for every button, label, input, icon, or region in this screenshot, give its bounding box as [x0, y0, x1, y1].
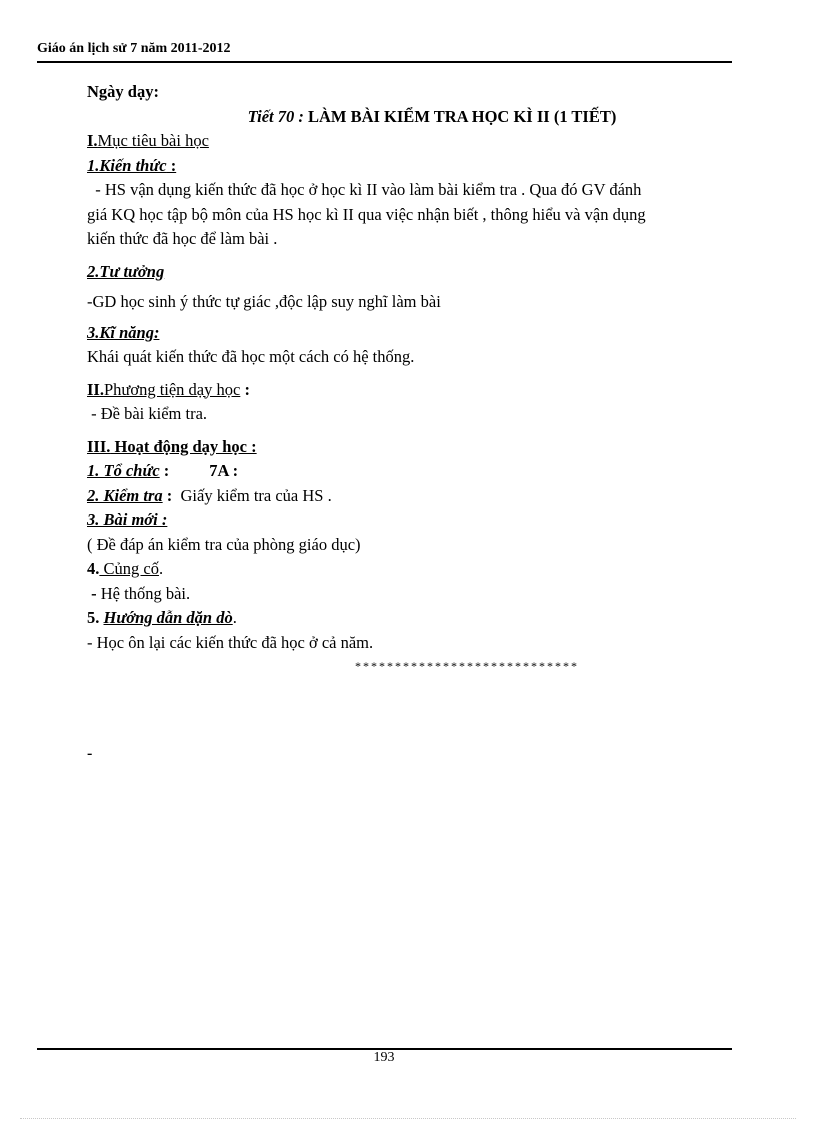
organization-heading: 1. Tổ chức [87, 461, 160, 480]
guide-text: - Học ôn lại các kiến thức đã học ở cả năm. [87, 632, 374, 652]
skill-text: Khái quát kiến thức đã học một cách có hệ thống. [87, 347, 415, 366]
consolidate-text-value: Hệ thống bài. [100, 583, 191, 603]
lesson-number: Tiết 70 : [247, 106, 304, 126]
consolidate-number: 4. [87, 559, 100, 578]
check-row [87, 484, 777, 509]
thought-heading [87, 260, 777, 285]
page-number: 193 [373, 1050, 395, 1065]
guide-heading-text: Hướng dẫn dặn dò [103, 608, 233, 627]
document-body [87, 80, 777, 673]
thought-heading-text: 2.Tư tưởng [87, 261, 165, 281]
skill-heading [87, 321, 777, 346]
lesson-title-text: LÀM BÀI KIỂM TRA HỌC KÌ II (1 TIẾT) [307, 106, 617, 126]
organization-row [87, 459, 777, 484]
knowledge-line-1: - HS vận dụng kiến thức đã học ở học kì II vào làm bài kiểm tra . Qua đó GV đánh [87, 180, 642, 199]
section-1-heading [87, 129, 777, 154]
guide-number: 5. [87, 608, 104, 627]
section-3-title: Hoạt động dạy học : [110, 436, 257, 456]
section-2-text: - Đề bài kiểm tra. [87, 404, 208, 423]
section-1-title: Mục tiêu bài học [97, 131, 209, 150]
knowledge-heading [87, 154, 777, 179]
consolidate-text: - Hệ thống bài. [91, 583, 191, 603]
page-bottom-dotted-edge [20, 1118, 796, 1119]
section-1-number: I. [87, 131, 98, 150]
thought-text: -GD học sinh ý thức tự giác ,độc lập suy nghĩ làm bài [87, 292, 441, 311]
check-heading: 2. Kiểm tra [87, 485, 163, 505]
knowledge-line-2: giá KQ học tập bộ môn của HS học kì II qua việc nhận biết , thông hiểu và vận dụng [87, 204, 646, 224]
knowledge-line-3: kiến thức đã học để làm bài . [87, 229, 278, 248]
section-2-number: II. [87, 379, 104, 399]
section-2-heading [87, 378, 777, 403]
guide-dot: . [232, 608, 237, 627]
header-rule [37, 61, 732, 63]
section-3-number: III. [87, 436, 111, 456]
skill-heading-text: 3.Kĩ năng: [87, 322, 160, 342]
knowledge-colon: : [166, 155, 177, 175]
date-label: Ngày dạy: [87, 82, 159, 101]
document-header: Giáo án lịch sử 7 năm 2011-2012 [37, 41, 231, 56]
check-colon: : [162, 485, 173, 505]
new-lesson-text: ( Đề đáp án kiểm tra của phòng giáo dục) [87, 534, 361, 554]
class-label: 7A : [209, 461, 239, 480]
stars-divider: **************************** [355, 659, 579, 673]
consolidate-dot: . [158, 559, 164, 578]
lesson-title [87, 105, 777, 130]
organization-colon: : [159, 461, 170, 480]
consolidate-heading [87, 557, 777, 582]
knowledge-heading-text: 1.Kiến thức [87, 155, 167, 175]
new-lesson-heading [87, 508, 777, 533]
check-text: Giấy kiểm tra của HS . [172, 485, 332, 505]
section-3-heading [87, 435, 777, 460]
new-lesson-heading-text: 3. Bài mới : [87, 510, 168, 529]
guide-heading [87, 606, 777, 631]
section-2-colon: : [240, 379, 250, 399]
consolidate-heading-text: Củng cố [99, 559, 159, 578]
stray-dash: - [87, 745, 93, 762]
section-2-title: Phương tiện dạy học [103, 379, 241, 399]
